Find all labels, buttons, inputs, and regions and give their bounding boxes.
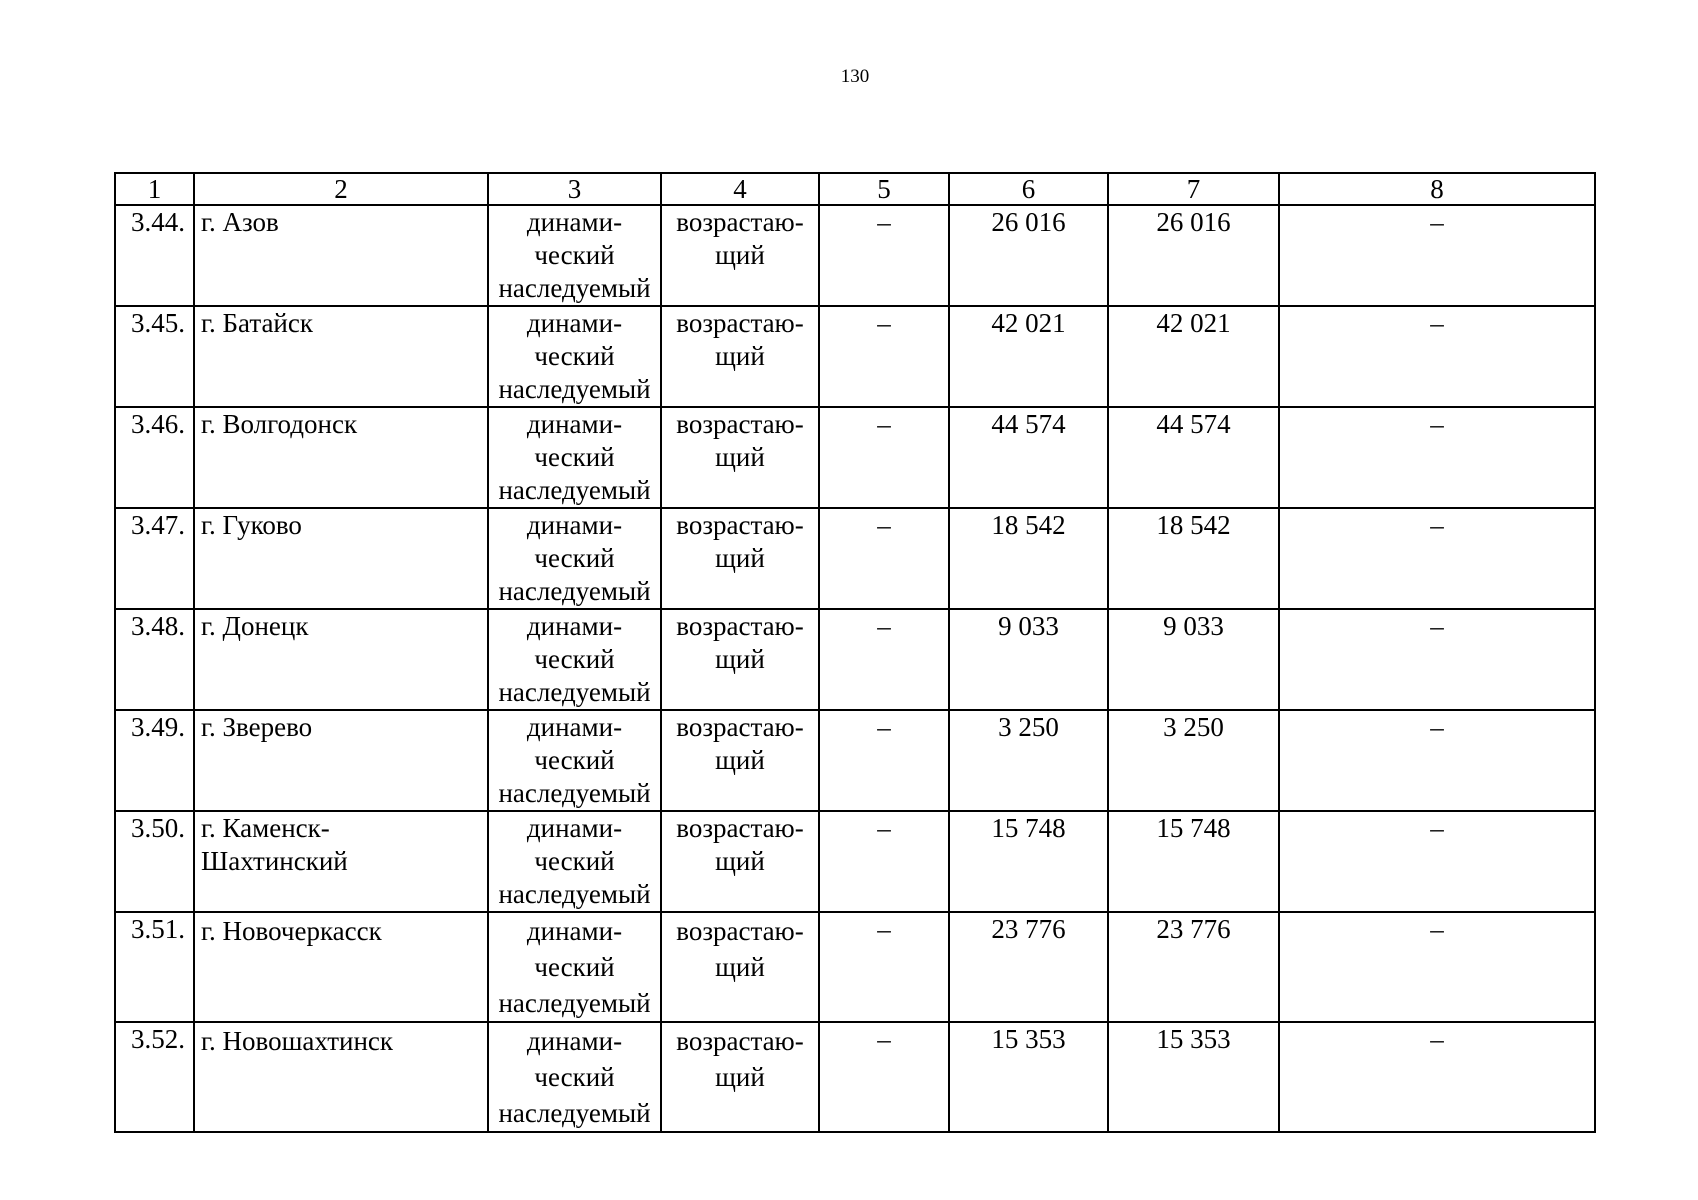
column-6-value-cell: 15 353 <box>949 1022 1108 1132</box>
column-5-cell: – <box>819 407 949 508</box>
row-number-cell: 3.48. <box>115 609 194 710</box>
locality-name-cell: г. Волгодонск <box>194 407 488 508</box>
row-number-cell: 3.51. <box>115 912 194 1022</box>
table-row <box>115 1022 1595 1132</box>
table-row <box>115 609 1595 710</box>
table-row <box>115 811 1595 912</box>
row-number-cell: 3.45. <box>115 306 194 407</box>
column-7-value-cell: 26 016 <box>1108 205 1279 306</box>
column-8-cell: – <box>1279 912 1595 1022</box>
column-6-value-cell: 9 033 <box>949 609 1108 710</box>
column-8-cell: – <box>1279 508 1595 609</box>
trend-cell: возрастаю- щий <box>661 710 819 811</box>
table-header-row <box>115 173 1595 205</box>
row-number-cell: 3.44. <box>115 205 194 306</box>
trend-cell: возрастаю- щий <box>661 1022 819 1132</box>
column-5-cell: – <box>819 508 949 609</box>
column-7-value-cell: 44 574 <box>1108 407 1279 508</box>
column-5-cell: – <box>819 306 949 407</box>
column-5-cell: – <box>819 205 949 306</box>
column-7-value-cell: 15 353 <box>1108 1022 1279 1132</box>
column-5-cell: – <box>819 912 949 1022</box>
column-7-value-cell: 23 776 <box>1108 912 1279 1022</box>
column-6-value-cell: 26 016 <box>949 205 1108 306</box>
column-8-cell: – <box>1279 609 1595 710</box>
column-6-value-cell: 18 542 <box>949 508 1108 609</box>
locality-name-cell: г. Донецк <box>194 609 488 710</box>
locality-name-cell: г. Азов <box>194 205 488 306</box>
column-8-cell: – <box>1279 710 1595 811</box>
type-cell: динами- ческий наследуемый <box>488 306 661 407</box>
type-cell: динами- ческий наследуемый <box>488 912 661 1022</box>
trend-cell: возрастаю- щий <box>661 811 819 912</box>
column-header: 4 <box>661 173 819 205</box>
column-5-cell: – <box>819 1022 949 1132</box>
locality-name-cell: г. Зверево <box>194 710 488 811</box>
column-7-value-cell: 15 748 <box>1108 811 1279 912</box>
column-8-cell: – <box>1279 1022 1595 1132</box>
column-8-cell: – <box>1279 811 1595 912</box>
locality-name-cell: г. Новошахтинск <box>194 1022 488 1132</box>
column-6-value-cell: 3 250 <box>949 710 1108 811</box>
table-row <box>115 508 1595 609</box>
trend-cell: возрастаю- щий <box>661 508 819 609</box>
column-7-value-cell: 18 542 <box>1108 508 1279 609</box>
trend-cell: возрастаю- щий <box>661 912 819 1022</box>
locality-name-cell: г. Гуково <box>194 508 488 609</box>
type-cell: динами- ческий наследуемый <box>488 811 661 912</box>
table-row <box>115 205 1595 306</box>
column-5-cell: – <box>819 811 949 912</box>
column-header: 1 <box>115 173 194 205</box>
type-cell: динами- ческий наследуемый <box>488 1022 661 1132</box>
column-header: 3 <box>488 173 661 205</box>
row-number-cell: 3.52. <box>115 1022 194 1132</box>
type-cell: динами- ческий наследуемый <box>488 407 661 508</box>
table-row <box>115 306 1595 407</box>
trend-cell: возрастаю- щий <box>661 609 819 710</box>
table-body <box>115 205 1595 1132</box>
column-6-value-cell: 23 776 <box>949 912 1108 1022</box>
column-8-cell: – <box>1279 205 1595 306</box>
column-5-cell: – <box>819 609 949 710</box>
row-number-cell: 3.46. <box>115 407 194 508</box>
table-row <box>115 912 1595 1022</box>
column-header: 2 <box>194 173 488 205</box>
type-cell: динами- ческий наследуемый <box>488 609 661 710</box>
column-6-value-cell: 15 748 <box>949 811 1108 912</box>
row-number-cell: 3.47. <box>115 508 194 609</box>
data-table <box>114 172 1596 1133</box>
column-7-value-cell: 42 021 <box>1108 306 1279 407</box>
trend-cell: возрастаю- щий <box>661 205 819 306</box>
row-number-cell: 3.50. <box>115 811 194 912</box>
type-cell: динами- ческий наследуемый <box>488 710 661 811</box>
locality-name-cell: г. Каменск- Шахтинский <box>194 811 488 912</box>
locality-name-cell: г. Батайск <box>194 306 488 407</box>
column-header: 5 <box>819 173 949 205</box>
column-7-value-cell: 9 033 <box>1108 609 1279 710</box>
column-6-value-cell: 44 574 <box>949 407 1108 508</box>
column-7-value-cell: 3 250 <box>1108 710 1279 811</box>
locality-name-cell: г. Новочеркасск <box>194 912 488 1022</box>
column-8-cell: – <box>1279 306 1595 407</box>
column-header: 6 <box>949 173 1108 205</box>
table-row <box>115 407 1595 508</box>
column-8-cell: – <box>1279 407 1595 508</box>
type-cell: динами- ческий наследуемый <box>488 205 661 306</box>
column-header: 7 <box>1108 173 1279 205</box>
type-cell: динами- ческий наследуемый <box>488 508 661 609</box>
trend-cell: возрастаю- щий <box>661 306 819 407</box>
column-6-value-cell: 42 021 <box>949 306 1108 407</box>
page-number: 130 <box>840 66 870 87</box>
column-5-cell: – <box>819 710 949 811</box>
column-header: 8 <box>1279 173 1595 205</box>
table-row <box>115 710 1595 811</box>
trend-cell: возрастаю- щий <box>661 407 819 508</box>
row-number-cell: 3.49. <box>115 710 194 811</box>
